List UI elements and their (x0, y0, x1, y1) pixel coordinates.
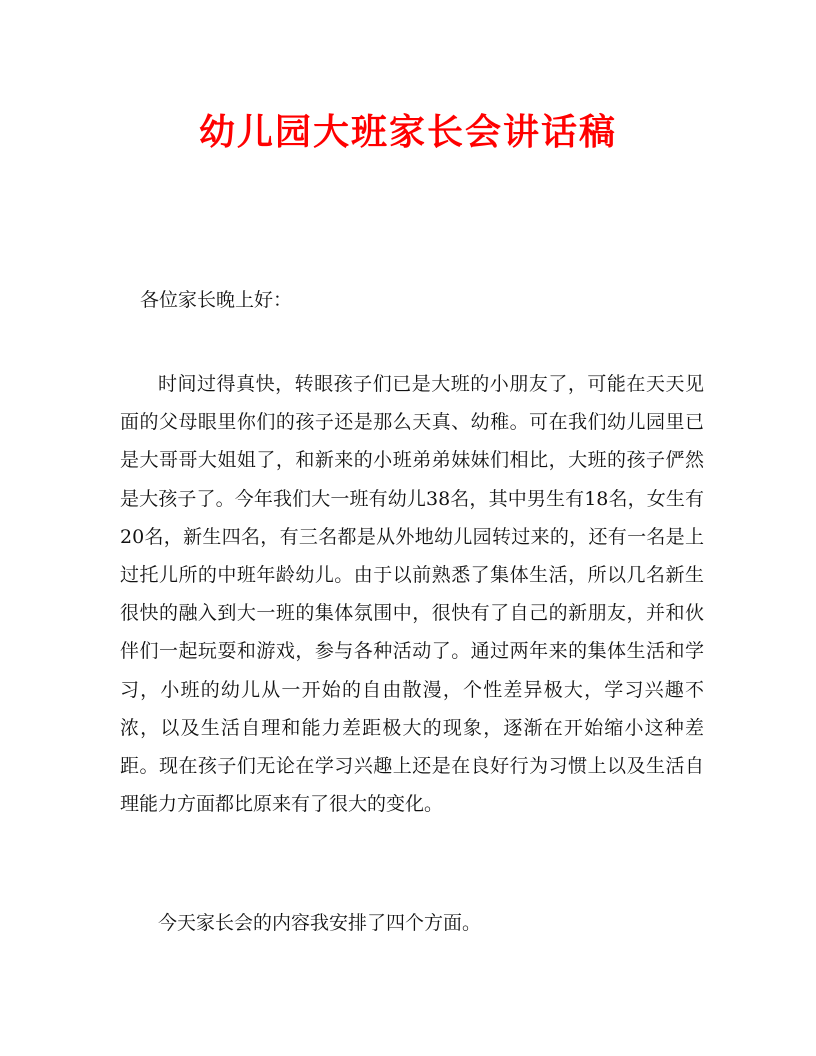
greeting-line: 各位家长晚上好： (140, 289, 293, 311)
body-paragraph: 时间过得真快，转眼孩子们已是大班的小朋友了，可能在天天见面的父母眼里你们的孩子还是那么天真、幼稚。可在我们幼儿园里已是大哥哥大姐姐了，和新来的小班弟弟妹妹们相比，大班的孩子俨然是大孩子了。今年我们大一班有幼儿38名，其中男生有18名，女生有20名，新生四名，有三名都是从外地幼儿园转过来的，还有一名是上过托儿所的中班年龄幼儿。由于以前熟悉了集体生活，所以几名新生很快的融入到大一班的集体氛围中，很快有了自己的新朋友，并和伙伴们一起玩耍和游戏，参与各种活动了。通过两年来的集体生活和学习，小班的幼儿从一开始的自由散漫，个性差异极大，学习兴趣不浓，以及生活自理和能力差距极大的现象，逐渐在开始缩小这种差距。现在孩子们无论在学习兴趣上还是在良好行为习惯上以及生活自理能力方面都比原来有了很大的变化。 (120, 373, 704, 816)
document-title: 幼儿园大班家长会讲话稿 (198, 111, 617, 153)
body-paragraph: 今天家长会的内容我安排了四个方面。 (158, 912, 482, 934)
